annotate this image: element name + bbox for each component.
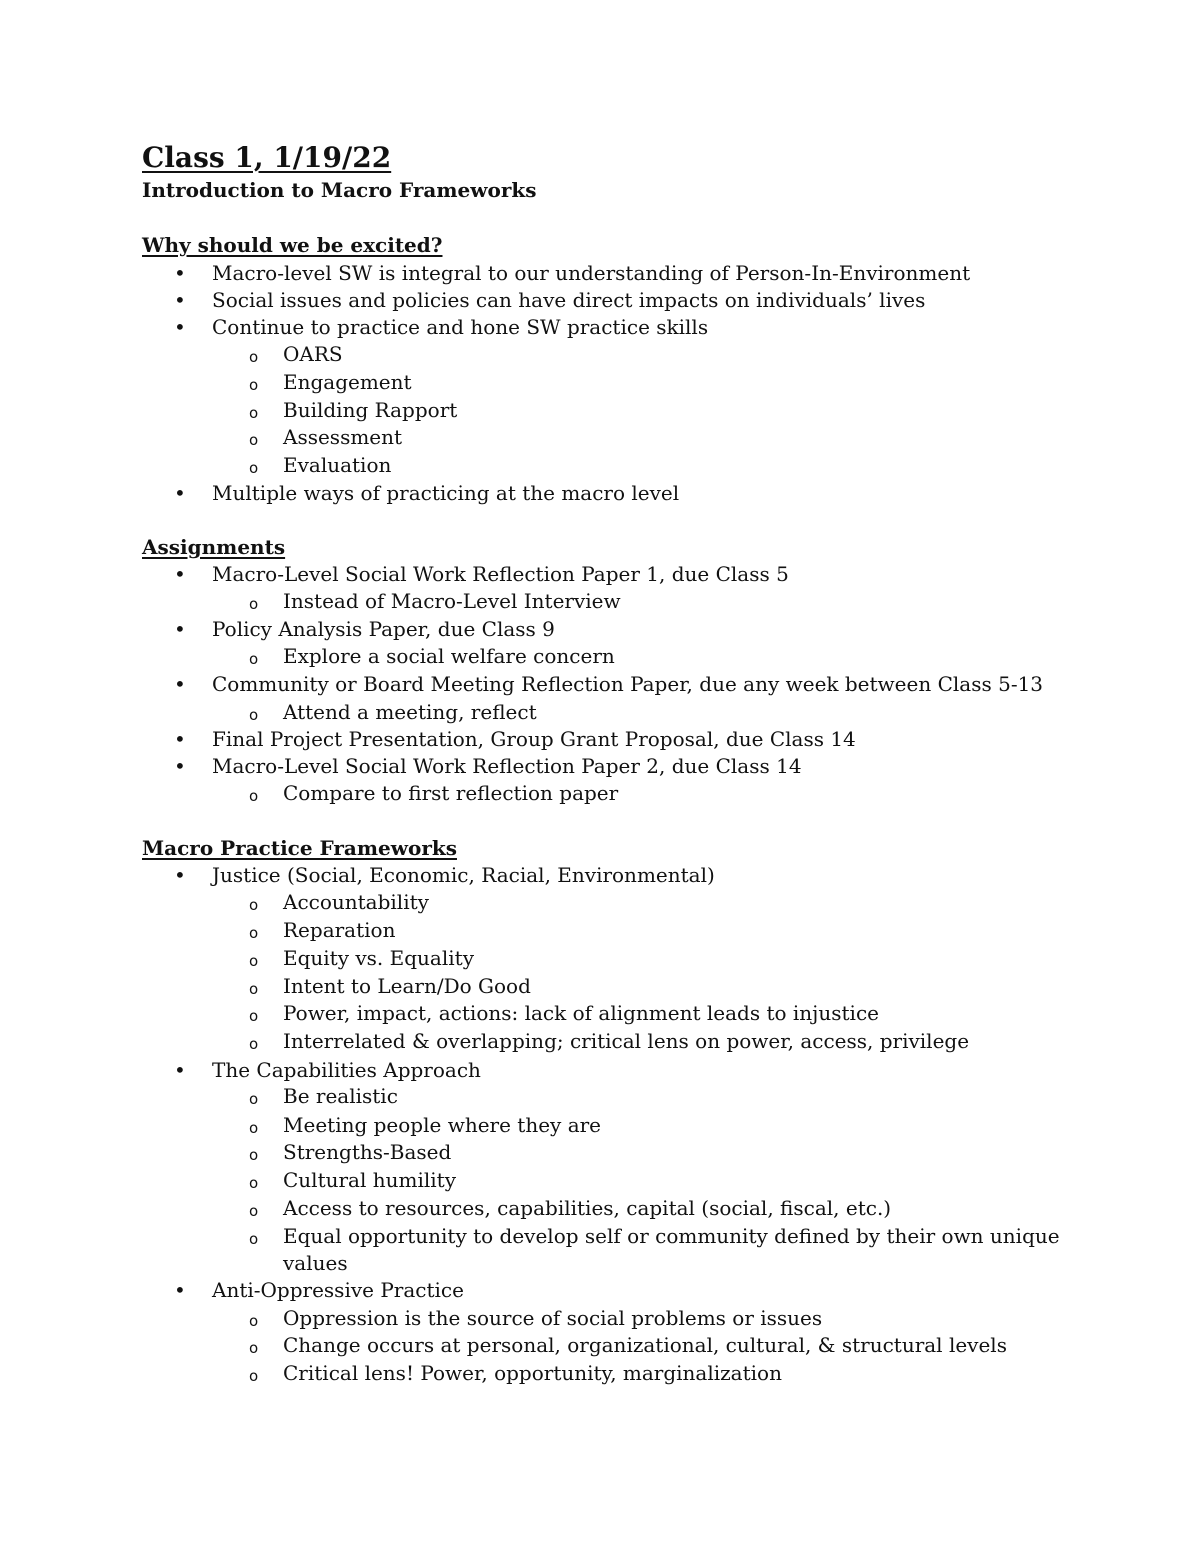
- sub-bullet-item: o Critical lens! Power, opportunity, marginalization: [283, 1360, 782, 1387]
- sub-bullet-item: o Reparation: [283, 917, 395, 944]
- sub-bullet-continuation: values: [283, 1251, 348, 1275]
- sub-bullet-item: o Instead of Macro-Level Interview: [283, 588, 621, 615]
- bullet-item: • Multiple ways of practicing at the macro level: [212, 480, 679, 507]
- sub-bullet-item: o Evaluation: [283, 452, 391, 479]
- sub-bullet-item: o Change occurs at personal, organizational, cultural, & structural levels: [283, 1332, 1007, 1359]
- page-title: Class 1, 1/19/22: [142, 141, 392, 174]
- sub-bullet-item: o Explore a social welfare concern: [283, 643, 615, 670]
- bullet-item: • Anti-Oppressive Practice: [212, 1277, 464, 1304]
- bullet-item: • Community or Board Meeting Reflection Paper, due any week between Class 5-13: [212, 671, 1043, 698]
- sub-bullet-item: o Meeting people where they are: [283, 1112, 601, 1139]
- bullet-item: • Continue to practice and hone SW practice skills: [212, 314, 708, 341]
- page-subtitle: Introduction to Macro Frameworks: [142, 178, 537, 202]
- sub-bullet-item: o Accountability: [283, 889, 429, 916]
- section-heading-assignments: Assignments: [142, 535, 286, 559]
- sub-bullet-item: o Access to resources, capabilities, capital (social, fiscal, etc.): [283, 1195, 891, 1222]
- sub-bullet-item: o Assessment: [283, 424, 402, 451]
- sub-bullet-item: o Intent to Learn/Do Good: [283, 973, 531, 1000]
- sub-bullet-item: o Attend a meeting, reflect: [283, 699, 537, 726]
- sub-bullet-item: o Equity vs. Equality: [283, 945, 474, 972]
- bullet-item: • Justice (Social, Economic, Racial, Environmental): [212, 862, 715, 889]
- section-heading-excited: Why should we be excited?: [142, 233, 443, 257]
- bullet-item: • Macro-Level Social Work Reflection Paper 1, due Class 5: [212, 561, 789, 588]
- bullet-item: • Macro-level SW is integral to our understanding of Person-In-Environment: [212, 260, 970, 287]
- sub-bullet-item: o Strengths-Based: [283, 1139, 451, 1166]
- bullet-item: • Policy Analysis Paper, due Class 9: [212, 616, 555, 643]
- sub-bullet-item: o OARS: [283, 341, 343, 368]
- sub-bullet-item: o Engagement: [283, 369, 412, 396]
- bullet-item: • Social issues and policies can have direct impacts on individuals’ lives: [212, 287, 925, 314]
- bullet-item: • Macro-Level Social Work Reflection Paper 2, due Class 14: [212, 753, 802, 780]
- bullet-item: • Final Project Presentation, Group Grant Proposal, due Class 14: [212, 726, 856, 753]
- sub-bullet-item: o Compare to first reflection paper: [283, 780, 618, 807]
- sub-bullet-item: o Oppression is the source of social problems or issues: [283, 1305, 822, 1332]
- bullet-item: • The Capabilities Approach: [212, 1057, 481, 1084]
- section-heading-frameworks: Macro Practice Frameworks: [142, 836, 457, 860]
- sub-bullet-item: o Be realistic: [283, 1083, 398, 1110]
- sub-bullet-item: o Equal opportunity to develop self or community defined by their own unique: [283, 1223, 1060, 1250]
- sub-bullet-item: o Power, impact, actions: lack of alignment leads to injustice: [283, 1000, 879, 1027]
- sub-bullet-item: o Cultural humility: [283, 1167, 456, 1194]
- sub-bullet-item: o Interrelated & overlapping; critical lens on power, access, privilege: [283, 1028, 969, 1055]
- sub-bullet-item: o Building Rapport: [283, 397, 457, 424]
